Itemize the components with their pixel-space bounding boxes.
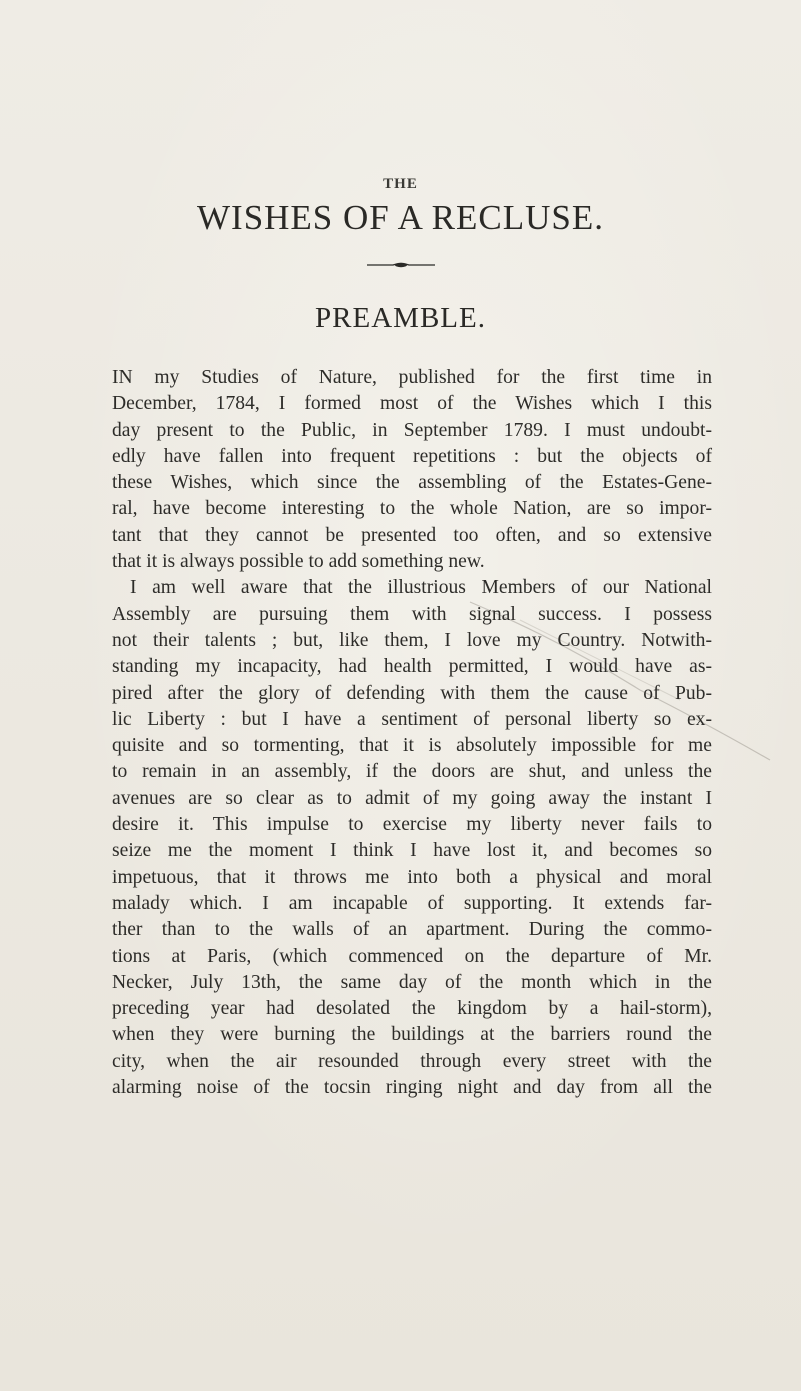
text-line: malady which. I am incapable of supporting. It extends far- [112,892,712,914]
text-line: edly have fallen into frequent repetitions : but the objects of [112,445,712,467]
text-line: tions at Paris, (which commenced on the departure of Mr. [112,945,712,967]
ornamental-rule [367,262,435,268]
body-text [112,365,712,1101]
book-title: WISHES OF A RECLUSE. [197,198,604,237]
text-line: to remain in an assembly, if the doors are shut, and unless the [112,761,712,783]
text-line: day present to the Public, in September 1789. I must undoubt- [112,419,712,441]
text-line: pired after the glory of defending with them the cause of Pub- [112,682,712,704]
text-line: IN my Studies of Nature, published for the first time in [112,367,712,388]
text-line: December, 1784, I formed most of the Wishes which I this [112,393,712,415]
text-line: preceding year had desolated the kingdom by a hail-storm), [112,998,712,1020]
text-line: tant that they cannot be presented too often, and so extensive [112,524,712,546]
text-line: when they were burning the buildings at the barriers round the [112,1024,712,1046]
text-line: alarming noise of the tocsin ringing night and day from all the [112,1077,712,1099]
text-line: desire it. This impulse to exercise my liberty never fails to [112,814,712,836]
text-line: standing my incapacity, had health permitted, I would have as- [112,656,712,678]
text-line: city, when the air resounded through every street with the [112,1050,712,1072]
text-line: lic Liberty : but I have a sentiment of personal liberty so ex- [112,708,712,730]
text-line: that it is always possible to add something new. [112,551,485,573]
text-line: these Wishes, which since the assembling of the Estates-Gene- [112,472,712,494]
text-line: avenues are so clear as to admit of my going away the instant I [112,787,712,809]
text-line: I am well aware that the illustrious Members of our National [130,577,712,599]
text-line: Necker, July 13th, the same day of the month which in the [112,971,712,993]
text-line: ther than to the walls of an apartment. During the commo- [112,919,712,941]
text-line: seize me the moment I think I have lost it, and becomes so [112,840,712,862]
text-line: quisite and so tormenting, that it is absolutely impossible for me [112,735,712,757]
section-heading: PREAMBLE. [315,302,486,334]
text-line: impetuous, that it throws me into both a physical and moral [112,866,712,888]
text-line: ral, have become interesting to the whole Nation, are so impor- [112,498,712,520]
text-line: Assembly are pursuing them with signal success. I possess [112,603,712,625]
header-the: THE [383,176,418,192]
text-line: not their talents ; but, like them, I love my Country. Notwith- [112,629,712,651]
